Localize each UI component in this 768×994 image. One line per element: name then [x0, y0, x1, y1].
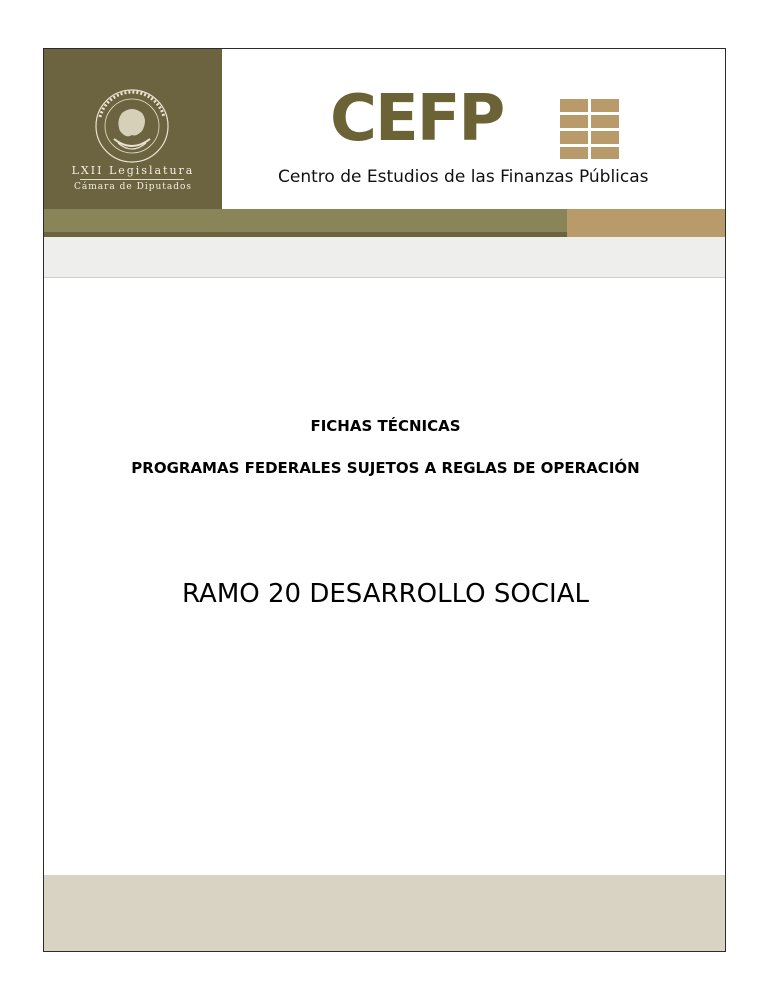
mexican-seal-icon	[92, 87, 172, 165]
cefp-grid-icon	[560, 99, 620, 159]
legislatura-panel	[44, 49, 222, 209]
cover-page	[43, 48, 726, 952]
document-subheading: PROGRAMAS FEDERALES SUJETOS A REGLAS DE OPERACIÓN	[131, 459, 640, 477]
camara-label: Cámara de Diputados	[73, 182, 193, 192]
cefp-logo-text: CEFP	[330, 82, 504, 156]
legislatura-label: LXII Legislatura	[71, 164, 195, 177]
footer-band	[44, 875, 726, 952]
cefp-logo-area	[222, 49, 726, 209]
header-bar-light	[44, 237, 726, 278]
document-heading: FICHAS TÉCNICAS	[310, 417, 461, 435]
legislatura-divider	[80, 179, 184, 180]
header-bar-tan	[567, 209, 726, 237]
document-main-title: RAMO 20 DESARROLLO SOCIAL	[182, 579, 589, 609]
cefp-subtitle: Centro de Estudios de las Finanzas Públicas	[278, 167, 649, 187]
